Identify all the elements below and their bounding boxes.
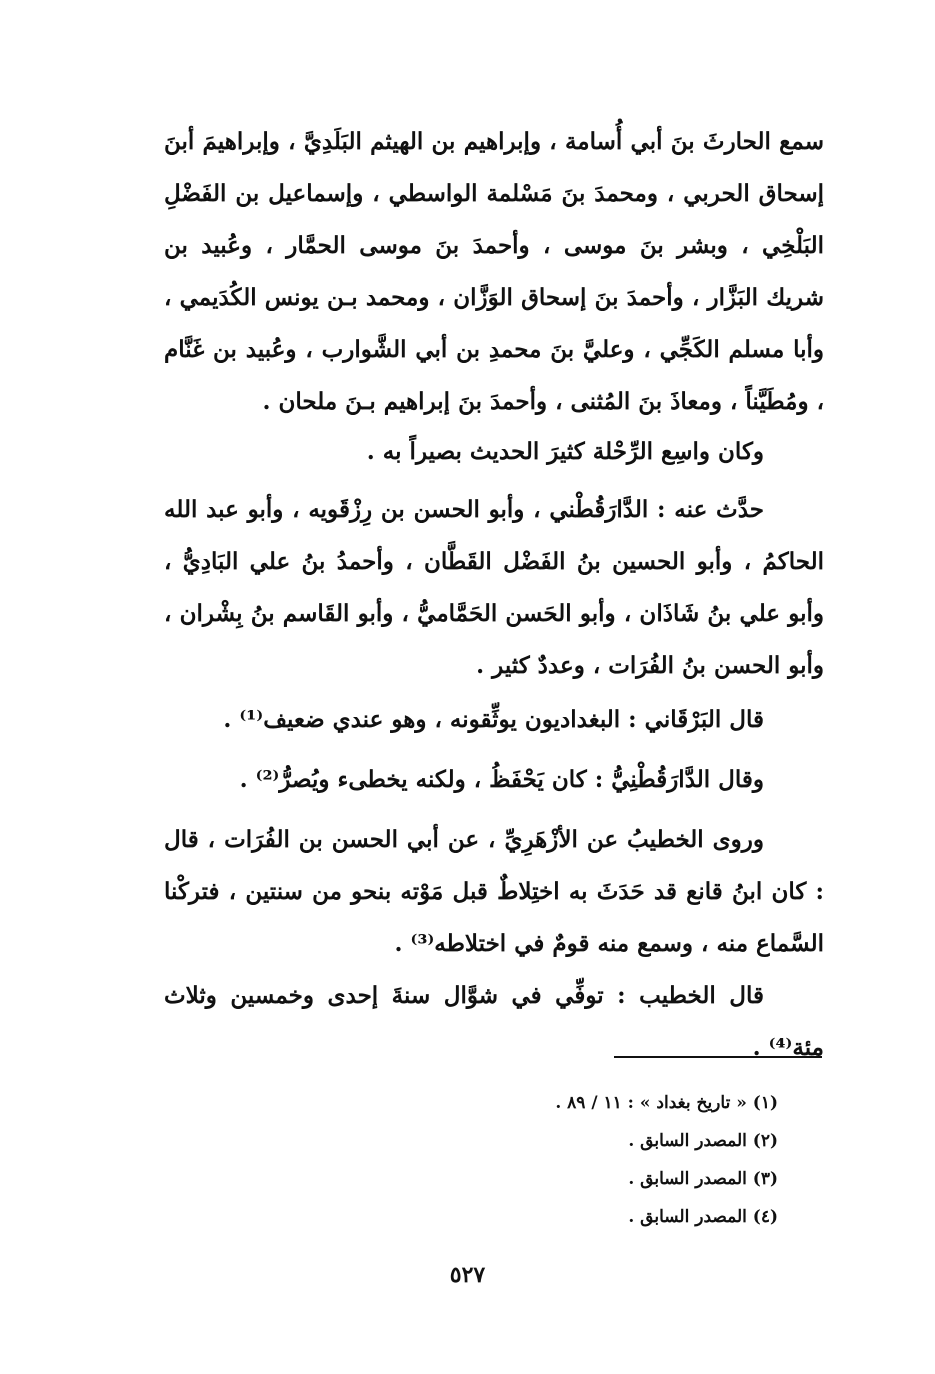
body-paragraph-death: قال الخطيب : توفِّي في شوَّال سنةَ إحدى وخمسين وثلاث مئة⁽⁴⁾ . [164,982,824,1061]
footnote-divider [614,1056,822,1058]
footnote-item: (٣) المصدر السابق . [628,1169,778,1189]
page-number: ٥٢٧ [449,1262,486,1288]
footnote-item: (١) « تاريخ بغداد » : ١١ / ٨٩ . [555,1093,778,1113]
body-paragraph-khatib-narration: وروى الخطيبُ عن الأزْهَرِيِّ ، عن أبي الحسن بن الفُرَات ، قال : كان ابنُ قانع قد حَدَثَ به اختِلاطٌ قبل مَوْته بنحو من سنتين ، فتركْنا السَّماع منه ، وسمع منه قومٌ في اختلاطه⁽³⁾ . [164,826,824,957]
footnotes-list [380,1084,778,1236]
body-paragraph-barqani: قال البَرْقَاني : البغداديون يوثِّقونه ، وهو عندي ضعيف⁽¹⁾ . [223,706,764,733]
footnote-item: (٤) المصدر السابق . [628,1207,778,1227]
body-paragraph-students-of: سمع الحارثَ بنَ أبي أُسامة ، وإبراهيم بن الهيثم البَلَدِيَّ ، وإبراهيمَ أبنَ إسحاق الحربي ، ومحمدَ بنَ مَسْلمة الواسطي ، وإسماعيل بن الفَضْلِ البَلْخِي ، وبشر بنَ موسى ، وأحمدَ بنَ موسى الحمَّار ، وعُبيد بن شريك البَزَّار ، وأحمدَ بنَ إسحاق الوَزَّان ، ومحمد بـن يونس الكُدَيمي ، وأبا مسلم الكَجِّي ، وعليَّ بنَ محمدِ بن أبي الشَّوارب ، وعُبيد بن غَنَّام ، ومُطَيَّناً ، ومعاذَ بنَ المُثنى ، وأحمدَ بنَ إبراهيم بـنَ ملحان . [164,128,824,415]
body-paragraph-travel: وكان واسِع الرِّحْلة كثيرَ الحديث بصيراً به . [366,438,764,465]
footnote-item: (٢) المصدر السابق . [628,1131,778,1151]
body-paragraph-daraqutni: وقال الدَّارَقُطْنِيُّ : كان يَحْفَظُ ، ولكنه يخطىء ويُصرُّ⁽²⁾ . [239,766,764,793]
body-paragraph-narrators: حدَّث عنه : الدَّارَقُطْني ، وأبو الحسن بن رِزْقَويه ، وأبو عبد الله الحاكمُ ، وأبو الحسين بنُ الفَضْل القَطَّان ، وأحمدُ بنُ علي البَادِيُّ ، وأبو علي بنُ شَاذَان ، وأبو الحَسن الحَمَّاميُّ ، وأبو القَاسم بنُ بِشْران ، وأبو الحسن بنُ الفُرَات ، وعددٌ كثير . [164,496,825,679]
